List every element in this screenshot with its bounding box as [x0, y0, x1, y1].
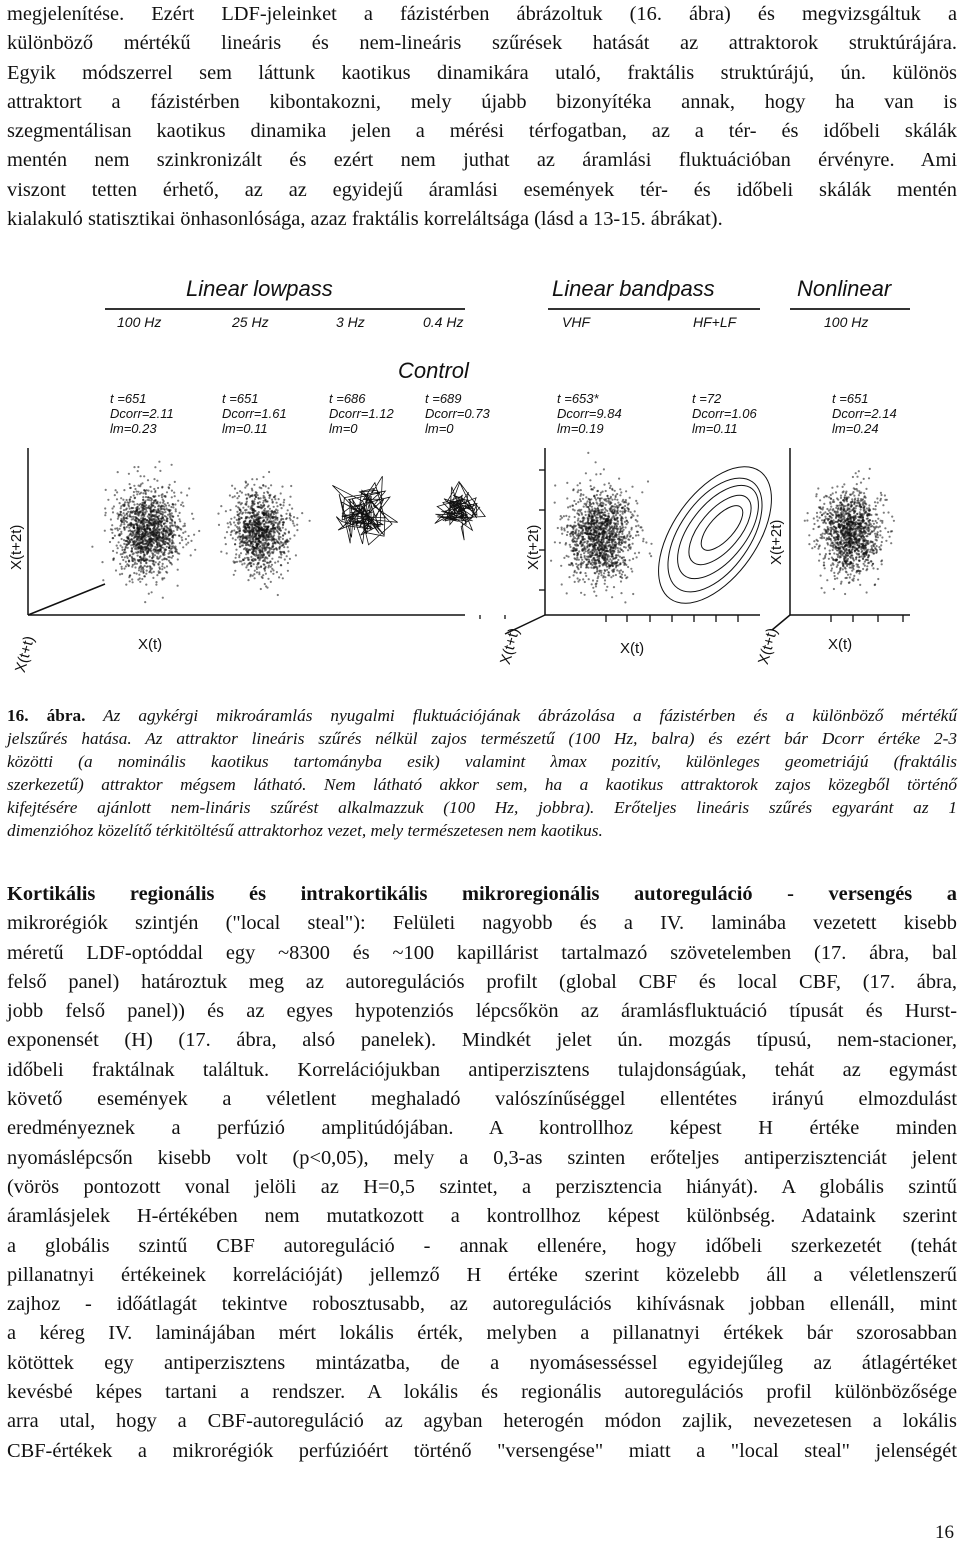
- text-line: kevésbé képes tartani a rendszer. A lokális és regionális autoregulációs profil különbözősége: [7, 1378, 957, 1407]
- text-line: nyomáslépcsőn kisebb volt (p<0,05), mely a 0,3-as szinten erőteljes antiperzisztenciát jelent: [7, 1144, 957, 1173]
- text-line: áramlásjelek H-értékében nem mutatkozott a kontrollhoz képest különbség. Adataink szerint: [7, 1202, 957, 1231]
- text-line: CBF-értékek a mikrorégiók perfúzióért történő "versengése" miatt a "local steal" jelenségét: [7, 1437, 957, 1466]
- text-line: viszont tetten érhető, az az egyidejű áramlási események tér- és időbeli skálák mentén: [7, 176, 957, 205]
- panel-stats: t =72 Dcorr=1.06 lm=0.11: [692, 391, 757, 436]
- axis-label-y: X(t+2t): [8, 525, 25, 570]
- text-line: jobb felső panel)) és az egyes hypotenziós lépcsőkön az áramlásfluktuáció típusát és Hurst-: [7, 997, 957, 1026]
- text-line: mikrorégiók szintjén ("local steal"): Felületi nagyobb és a IV. laminába vezetett kisebb: [7, 909, 957, 938]
- text-line: különböző mértékű lineáris és nem-lineáris szűrések hatását az attraktorok struktúrájára.: [7, 29, 957, 58]
- text-line: kötöttek egy antiperzisztens mintázatba, de a nyomásesséssel egyidejűleg az átlagértéket: [7, 1349, 957, 1378]
- text-line: eredményeznek a perfúzió amplitúdójában. A kontrollhoz képest H értéke minden: [7, 1114, 957, 1143]
- intro-paragraph: [7, 0, 957, 234]
- panel-stats: t =689 Dcorr=0.73 lm=0: [425, 391, 490, 436]
- text-line: időbeli fraktálnak találtuk. Korrelációjukban antiperzisztens tulajdonságúak, tehát az egymást: [7, 1056, 957, 1085]
- text-line: kialakuló statisztikai önhasonlósága, azaz fraktális korreláltsága (lásd a 13-15. ábrákat).: [7, 205, 957, 234]
- axis-label-x: X(t): [828, 636, 852, 653]
- axis-label-z: X(t+t): [755, 626, 781, 666]
- text-line: (vörös pontozott vonal jelöli az H=0,5 szintet, a perzisztencia hiányát). A globális szintű: [7, 1173, 957, 1202]
- panel-stats: t =651 Dcorr=2.11 lm=0.23: [110, 391, 174, 436]
- text-line: arra utal, hogy a CBF-autoreguláció az agyban heterogén módon zajlik, nevezetesen a lokális: [7, 1407, 957, 1436]
- filter-label: VHF: [562, 314, 590, 330]
- group-title-control: Control: [398, 358, 469, 384]
- text-line: Kortikális regionális és intrakortikális mikroregionális autoreguláció - versengés a: [7, 880, 957, 909]
- text-line: zajhoz - időátlagát tekintve robosztusabb, az autoregulációs kihívásnak jobban ellenáll, mint: [7, 1290, 957, 1319]
- section-paragraph: [7, 880, 957, 1466]
- panel-stats: t =653* Dcorr=9.84 lm=0.19: [557, 391, 622, 436]
- caption-line: dimenzióhoz közelítő térkitöltésű attraktorhoz vezet, mely természetesen nem kaotikus.: [7, 820, 957, 843]
- axis-label-y: X(t+2t): [768, 520, 785, 565]
- text-line: a globális szintű CBF autoreguláció - annak ellenére, hogy időbeli szerkezetét (tehát: [7, 1232, 957, 1261]
- panel-stats: t =651 Dcorr=1.61 lm=0.11: [222, 391, 287, 436]
- text-line: felső panel) határoztuk meg az autoregulációs profilt (global CBF és local CBF, (17. ábra,: [7, 968, 957, 997]
- text-line: megjelenítése. Ezért LDF-jeleinket a fázistérben ábrázoltuk (16. ábra) és megvizsgáltuk a: [7, 0, 957, 29]
- filter-label: HF+LF: [693, 314, 736, 330]
- filter-label: 100 Hz: [824, 314, 868, 330]
- figure-16: [0, 270, 960, 670]
- figure-caption: [7, 705, 957, 842]
- caption-line: kifejtésére ajánlott nem-lináris szűrést alkalmazzuk (100 Hz, jobbra). Erőteljes lineáris szűrés egyaránt az 1: [7, 797, 957, 820]
- group-title-nonlinear: Nonlinear: [797, 276, 891, 302]
- text-line: attraktort a fázistérben kibontakozni, mely újabb bizonyítéka annak, hogy ha van is: [7, 88, 957, 117]
- attractor-plots: [0, 270, 960, 670]
- text-line: Egyik módszerrel sem láttunk kaotikus dinamikára utaló, fraktális struktúrájú, ún. különös: [7, 59, 957, 88]
- caption-line: jelszűrés hatása. Az attraktor lineáris szűrés nélkül zajos természetű (100 Hz, balra) és ezért bár Dcorr értéke 2-3: [7, 728, 957, 751]
- axis-label-z: X(t+t): [497, 626, 523, 666]
- axis-label-z: X(t+t): [12, 634, 38, 674]
- axes-center: [505, 448, 760, 634]
- panel-stats: t =686 Dcorr=1.12 lm=0: [329, 391, 394, 436]
- filter-label: 25 Hz: [232, 314, 269, 330]
- group-title-linear-lowpass: Linear lowpass: [186, 276, 333, 302]
- text-line: a kéreg IV. laminájában mért lokális érték, melyben a pillanatnyi értékek bár szorosabban: [7, 1319, 957, 1348]
- text-line: mentén nem szinkronizált és ezért nem juthat az áramlási fluktuációban érvényre. Ami: [7, 146, 957, 175]
- caption-line: közötti (a nominális kaotikus tartományba esik) valamint λmax pozitív, különleges geometriájú (fraktális: [7, 751, 957, 774]
- text-line: szegmentálisan kaotikus dinamika jelen a mérési térfogatban, az a tér- és időbeli skálák: [7, 117, 957, 146]
- filter-label: 0.4 Hz: [423, 314, 463, 330]
- group-title-linear-bandpass: Linear bandpass: [552, 276, 715, 302]
- axis-label-x: X(t): [620, 640, 644, 657]
- axis-label-x: X(t): [138, 636, 162, 653]
- text-line: követő események a véletlent meghaladó valószínűséggel ellentétes irányú elmozdulást: [7, 1085, 957, 1114]
- page-number: 16: [935, 1522, 954, 1544]
- caption-line: 16. ábra. Az agykérgi mikroáramlás nyugalmi fluktuációjának ábrázolása a fázistérben és a különböző mértékű: [7, 705, 957, 728]
- filter-label: 3 Hz: [336, 314, 365, 330]
- filter-label: 100 Hz: [117, 314, 161, 330]
- text-line: méretű LDF-optóddal egy ~8300 és ~100 kapillárist tartalmazó szövetelemben (17. ábra, bal: [7, 939, 957, 968]
- panel-stats: t =651 Dcorr=2.14 lm=0.24: [832, 391, 897, 436]
- text-line: exponensét (H) (17. ábra, alsó panelek). Mindkét jelet ún. mozgás típusú, nem-stacioner,: [7, 1026, 957, 1055]
- caption-line: szerkezetű) attraktor mégsem látható. Nem látható akkor sem, ha a kaotikus attraktorok zajos közegből történő: [7, 774, 957, 797]
- axis-label-y: X(t+2t): [525, 525, 542, 570]
- text-line: pillanatnyi értékeinek korrelációját) jellemző H értéke szerint közelebb áll a véletlenszerű: [7, 1261, 957, 1290]
